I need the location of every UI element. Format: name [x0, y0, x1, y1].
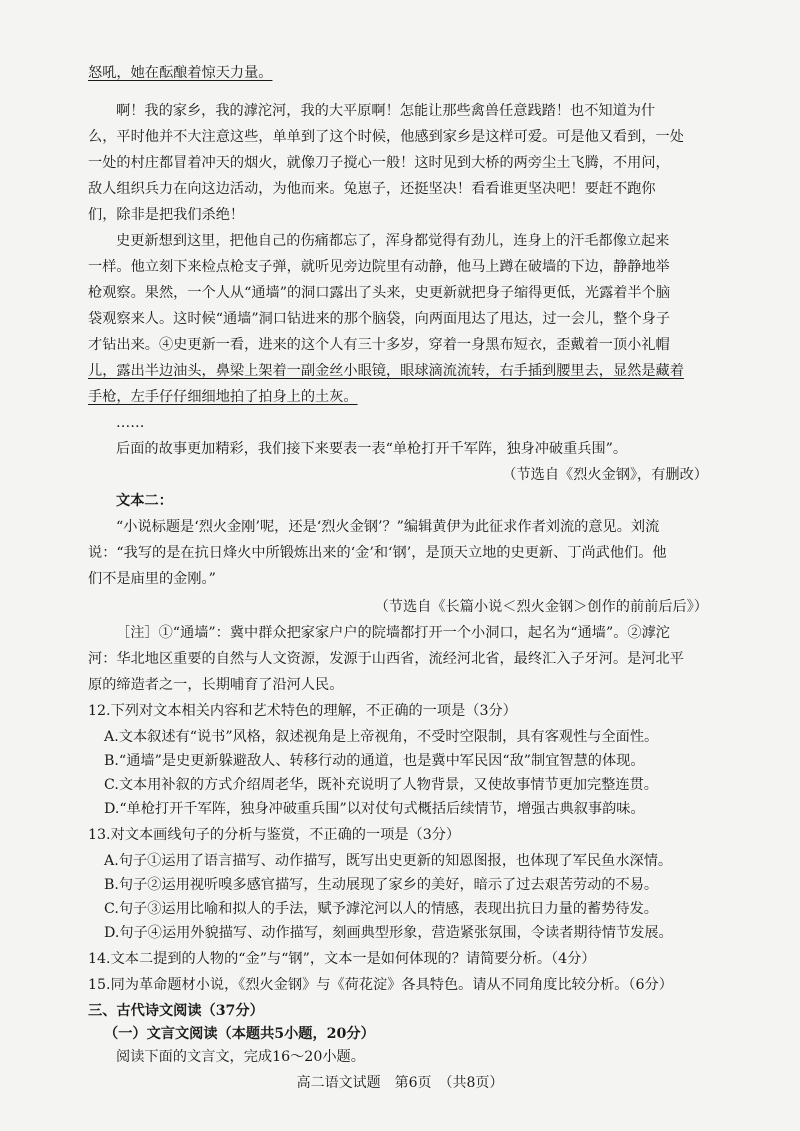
- text-line: 袋观察来人。这时候“通墙”洞口钻进来的那个脑袋，向两面甩达了甩达，过一会儿，整个身子: [88, 311, 671, 327]
- option-a: A.句子①运用了语言描写、动作描写，既写出史更新的知恩图报，也体现了军民鱼水深情。: [104, 853, 673, 869]
- text-line: 枪观察。果然，一个人从“通墙”的洞口露出了头来，史更新就把身子缩得更低，光露着半个脑: [88, 285, 671, 301]
- note-line: 河：华北地区重要的自然与人文资源，发源于山西省，流经河北省，最终汇入子牙河。是河北平: [88, 651, 684, 667]
- note-line: 原的缔造者之一，长期哺育了沿河人民。: [88, 677, 344, 693]
- question-13: 13.对文本画线句子的分析与鉴赏，不正确的一项是（3分）: [88, 827, 461, 843]
- text-line: 后面的故事更加精彩，我们接下来要表一表“单枪打开千军阵，独身冲破重兵围”。: [116, 441, 628, 457]
- text-line: 么，平时他并不大注意这些，单单到了这个时候，他感到家乡是这样可爱。可是他又看到，一处: [88, 129, 684, 145]
- text-line: 们不是庙里的金刚。”: [88, 571, 216, 587]
- subsection-heading: （一）文言文阅读（本题共5小题，20分）: [104, 1026, 375, 1042]
- question-15: 15.同为革命题材小说，《烈火金钢》与《荷花淀》各具特色。请从不同角度比较分析。（6分）: [88, 977, 673, 993]
- instruction-text: 阅读下面的文言文，完成16～20小题。: [116, 1049, 365, 1065]
- option-b: B.句子②运用视听嗅多感官描写，生动展现了家乡的美好，暗示了过去艰苦劳动的不易。: [104, 877, 659, 893]
- text-line: 怒吼，她在酝酿着惊天力量。: [88, 65, 273, 81]
- text-line: 手枪，左手仔仔细细地拍了拍身上的土灰。: [88, 389, 358, 405]
- question-14: 14.文本二提到的人物的“金”与“钢”，文本一是如何体现的？请简要分析。（4分）: [88, 951, 596, 967]
- option-c: C.文本用补叙的方式介绍周老华，既补充说明了人物背景，又使故事情节更加完整连贯。: [104, 777, 658, 793]
- text-line: 一样。他立刻下来检点枪支子弹，就听见旁边院里有动静，他马上蹲在破墙的下边，静静地举: [88, 259, 670, 275]
- option-d: D.句子④运用外貌描写、动作描写，刻画典型形象，营造紧张氛围，令读者期待情节发展。: [104, 925, 673, 941]
- section-heading: 三、古代诗文阅读（37分）: [88, 1003, 264, 1019]
- text-line: 儿，露出半边油头，鼻梁上架着一副金丝小眼镜，眼球滴流流转，右手插到腰里去，显然是藏着: [88, 363, 684, 379]
- option-b: B.“通墙”是史更新躲避敌人、转移行动的通道，也是冀中军民因“敌”制宜智慧的体现。: [104, 753, 645, 769]
- option-a: A.文本叙述有“说书”风格，叙述视角是上帝视角，不受时空限制，具有客观性与全面性。: [104, 729, 659, 745]
- text-line: 才钻出来。④史更新一看，进来的这个人有三十多岁，穿着一身黑布短衣，歪戴着一顶小礼帽: [88, 337, 670, 353]
- source-note: （节选自《烈火金钢》，有删改）: [502, 467, 708, 483]
- text-line: 说：“我写的是在抗日烽火中所锻炼出来的‘金’和‘钢’，是顶天立地的史更新、丁尚武他们。他: [88, 545, 667, 561]
- text-line: 们，除非是把我们杀绝！: [88, 207, 245, 223]
- text-line: 史更新想到这里，把他自己的伤痛都忘了，浑身都觉得有劲儿，连身上的汗毛都像立起来: [116, 233, 670, 249]
- text-line: 敌人组织兵力在向这边活动，为他而来。兔崽子，还挺坚决！看看谁更坚决吧！要赶不跑你: [88, 181, 656, 197]
- text-line: “小说标题是‘烈火金刚’呢，还是‘烈火金钢’？”编辑黄伊为此征求作者刘流的意见。刘流: [116, 519, 660, 535]
- text-line: 一处的村庄都冒着冲天的烟火，就像刀子搅心一般！这时见到大桥的两旁尘土飞腾，不用问，: [88, 155, 670, 171]
- option-d: D.“单枪打开千军阵，独身冲破重兵围”以对仗句式概括后续情节，增强古典叙事韵味。: [104, 801, 645, 817]
- text-line: 啊！我的家乡，我的滹沱河，我的大平原啊！怎能让那些禽兽任意践踏！也不知道为什: [116, 103, 656, 119]
- option-c: C.句子③运用比喻和拟人的手法，赋予滹沱河以人的情感，表现出抗日力量的蓄势待发。: [104, 901, 658, 917]
- ellipsis: ……: [116, 415, 145, 431]
- section-label: 文本二：: [116, 493, 173, 509]
- page-footer: 高二语文试题 第6页 （共8页）: [296, 1075, 504, 1091]
- question-12: 12.下列对文本相关内容和艺术特色的理解，不正确的一项是（3分）: [88, 703, 517, 719]
- note-line: ［注］①“通墙”：冀中群众把家家户户的院墙都打开一个小洞口，起名为“通墙”。②滹沱: [116, 625, 670, 641]
- source-note: （节选自《长篇小说＜烈火金钢＞创作的前前后后》）: [374, 599, 708, 615]
